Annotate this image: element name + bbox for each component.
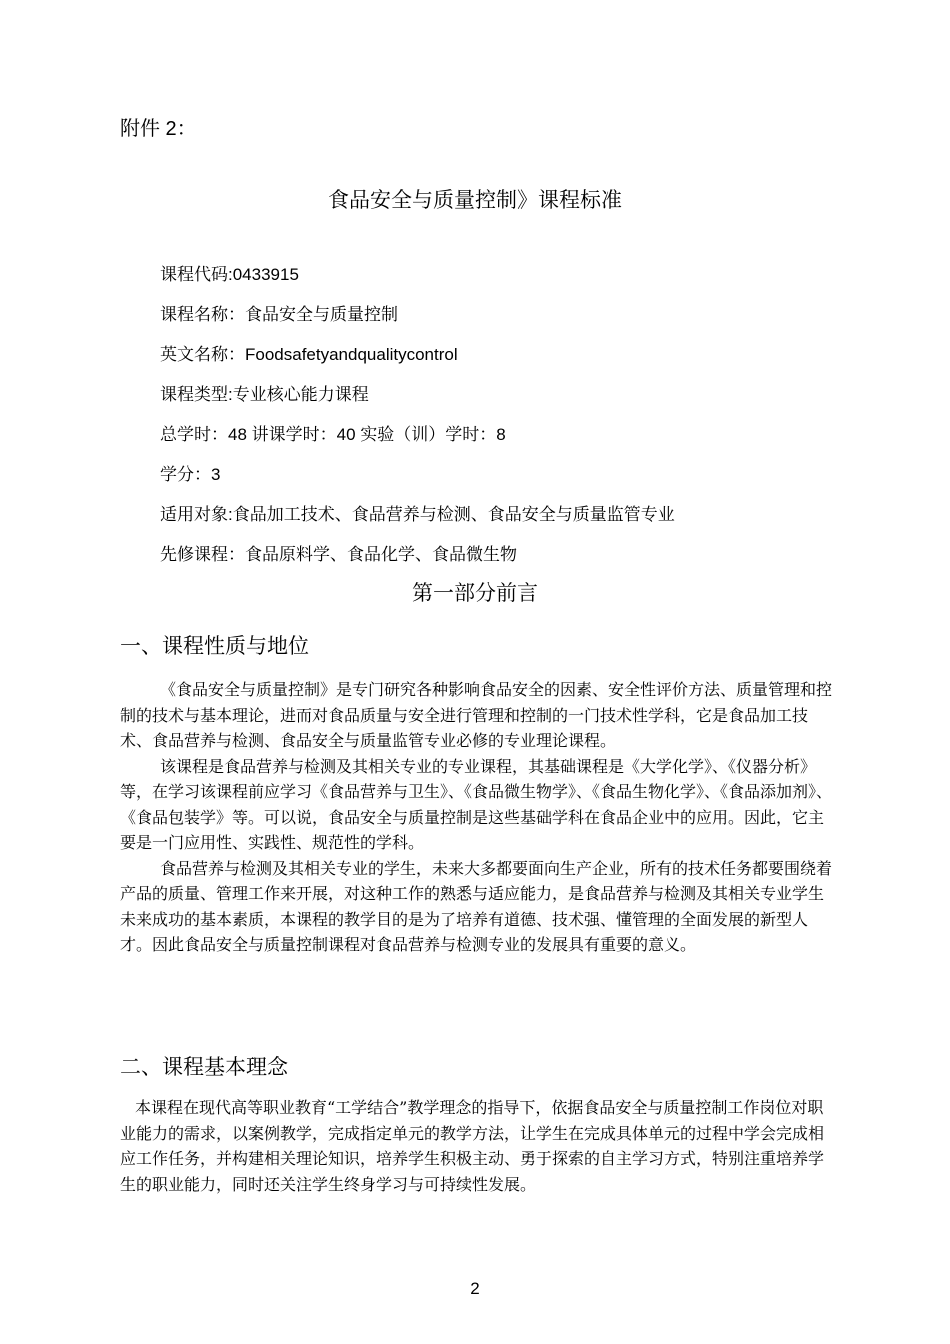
- attachment-label: 附件 2：: [120, 118, 197, 140]
- section-heading: 一、课程性质与地位: [120, 634, 309, 658]
- document-title: 食品安全与质量控制》课程标准: [328, 189, 622, 212]
- course-hours: 总学时：48 讲课学时：40 实验（训）学时：8: [160, 425, 506, 444]
- section-body: [120, 1095, 832, 1197]
- english-name: 英文名称：Foodsafetyandqualitycontrol: [160, 345, 458, 364]
- target-audience: 适用对象:食品加工技术、食品营养与检测、食品安全与质量监管专业: [160, 505, 675, 524]
- section-body: [120, 677, 832, 958]
- course-code: 课程代码:0433915: [160, 265, 299, 284]
- prerequisite-courses: 先修课程：食品原料学、食品化学、食品微生物: [160, 545, 517, 564]
- paragraph: 本课程在现代高等职业教育“工学结合”教学理念的指导下，依据食品安全与质量控制工作岗位对职业能力的需求，以案例教学，完成指定单元的教学方法，让学生在完成具体单元的过程中学会完成相应工作任务，并构建相关理论知识，培养学生积极主动、勇于探索的自主学习方式，特别注重培养学生的职业能力，同时还关注学生终身学习与可持续性发展。: [120, 1098, 825, 1194]
- page-number: 2: [470, 1279, 480, 1298]
- course-name: 课程名称：食品安全与质量控制: [160, 305, 398, 324]
- course-type: 课程类型:专业核心能力课程: [160, 385, 369, 404]
- paragraph: 《食品安全与质量控制》是专门研究各种影响食品安全的因素、安全性评价方法、质量管理和控制的技术与基本理论，进而对食品质量与安全进行管理和控制的一门技术性学科，它是食品加工技术、食品营养与检测、食品安全与质量监管专业必修的专业理论课程。: [120, 680, 833, 750]
- paragraph: 食品营养与检测及其相关专业的学生，未来大多都要面向生产企业，所有的技术任务都要围绕着产品的质量、管理工作来开展，对这种工作的熟悉与适应能力，是食品营养与检测及其相关专业学生未来成功的基本素质，本课程的教学目的是为了培养有道德、技术强、懂管理的全面发展的新型人才。因此食品安全与质量控制课程对食品营养与检测专业的发展具有重要的意义。: [120, 858, 833, 954]
- paragraph: 该课程是食品营养与检测及其相关专业的专业课程，其基础课程是《大学化学》、《仪器分析》等，在学习该课程前应学习《食品营养与卫生》、《食品微生物学》、《食品生物化学》、《食品添加剂》、《食品包装学》等。可以说，食品安全与质量控制是这些基础学科在食品企业中的应用。因此，它主要是一门应用性、实践性、规范性的学科。: [120, 756, 833, 852]
- course-credits: 学分：3: [160, 465, 221, 484]
- part-title: 第一部分前言: [412, 581, 538, 605]
- section-heading: 二、课程基本理念: [120, 1055, 288, 1079]
